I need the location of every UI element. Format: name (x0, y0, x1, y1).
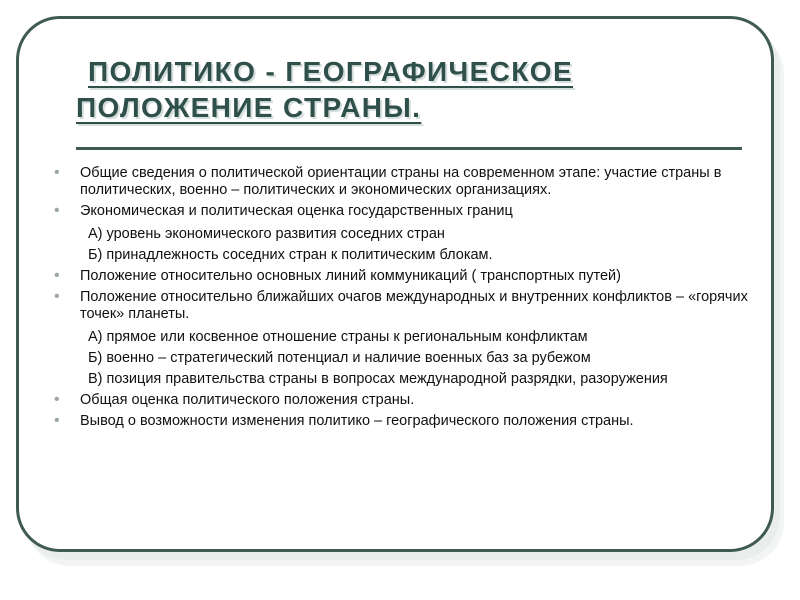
list-subitem: Б) военно – стратегический потенциал и наличие военных баз за рубежом (88, 350, 591, 366)
list-item: • Общие сведения о политической ориентации страны на современном этапе: участие страны в политических, военно – политических и экономических организациях. (48, 165, 768, 199)
list-subitem: А) прямое или косвенное отношение страны к региональным конфликтам (88, 329, 588, 345)
title-line-1: ПОЛИТИКО - ГЕОГРАФИЧЕСКОЕ (88, 56, 574, 87)
title-line-2: ПОЛОЖЕНИЕ СТРАНЫ. (76, 92, 422, 123)
slide-title (76, 54, 736, 126)
list-subitem: В) позиция правительства страны в вопросах международной разрядки, разоружения (88, 371, 668, 387)
list-item: • Вывод о возможности изменения политико – географического положения страны. (48, 413, 768, 430)
list-subitem: Б) принадлежность соседних стран к политическим блокам. (88, 247, 493, 263)
list-item: • Общая оценка политического положения страны. (48, 392, 768, 409)
content-list (48, 165, 768, 430)
list-item: • Экономическая и политическая оценка государственных границ (48, 203, 768, 220)
list-item: • Положение относительно ближайших очагов международных и внутренних конфликтов – «горячих точек» планеты. (48, 289, 768, 323)
list-item: • Положение относительно основных линий коммуникаций ( транспортных путей) (48, 268, 768, 285)
list-subitem: А) уровень экономического развития соседних стран (88, 226, 445, 242)
title-divider (76, 147, 742, 150)
